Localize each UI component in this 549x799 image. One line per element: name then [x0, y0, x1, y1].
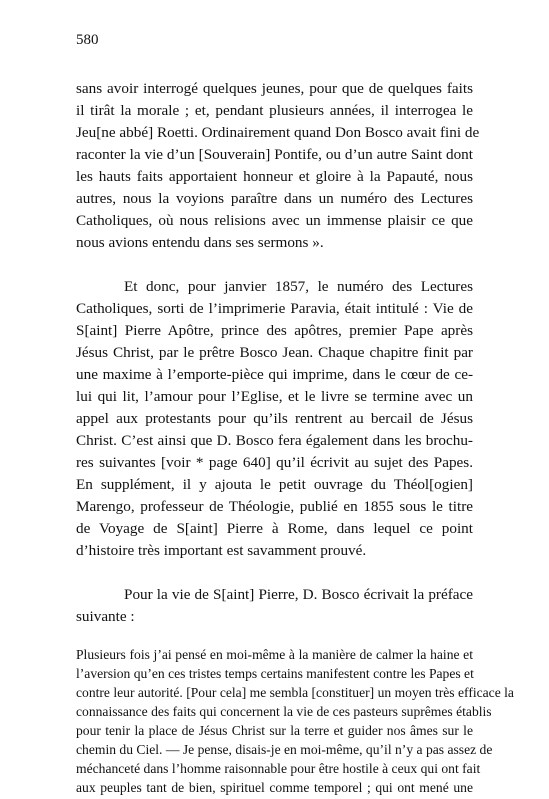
text-line: En supplément, il y ajouta le petit ouvrage du Théol[ogien] — [76, 476, 473, 493]
quote-line: pour tenir la place de Jésus Christ sur la terre et guider nos âmes sur le — [76, 723, 473, 738]
text-line: Pour la vie de S[aint] Pierre, D. Bosco écrivait la préface — [124, 586, 473, 603]
text-line: Marengo, professeur de Théologie, publié en 1855 sous le titre — [76, 498, 473, 515]
text-line: Jésus Christ, par le prêtre Bosco Jean. Chaque chapitre finit par — [76, 344, 473, 361]
text-line: Catholiques, où nous relisions avec un immense plaisir ce que — [76, 212, 473, 229]
text-line: nous avions entendu dans ses sermons ». — [76, 234, 324, 251]
page-number: 580 — [76, 32, 99, 48]
text-line: appel aux protestants pour qu’ils rentrent au bercail de Jésus — [76, 410, 473, 427]
quote-line: Plusieurs fois j’ai pensé en moi-même à la manière de calmer la haine et — [76, 647, 473, 662]
text-line: S[aint] Pierre Apôtre, prince des apôtres, premier Pape après — [76, 322, 473, 339]
text-line: lui qui lit, l’amour pour l’Eglise, et le livre se termine avec un — [76, 388, 473, 405]
text-line: raconter la vie d’un [Souverain] Pontife, ou d’un autre Saint dont — [76, 146, 473, 163]
text-line: Christ. C’est ainsi que D. Bosco fera également dans les brochu- — [76, 432, 473, 449]
quote-line: connaissance des faits qui concernent la vie de ces pasteurs suprêmes établis — [76, 704, 492, 719]
text-line: sans avoir interrogé quelques jeunes, pour que de quelques faits — [76, 80, 473, 97]
quote-line: chemin du Ciel. — Je pense, disais-je en moi-même, qu’il n’y a pas assez de — [76, 742, 493, 757]
text-line: autres, nous la voyions paraître dans un numéro des Lectures — [76, 190, 473, 207]
quote-line: méchanceté dans l’homme raisonnable pour être hostile à ceux qui ont fait — [76, 761, 481, 776]
quote-line: aux peuples tant de bien, spirituel comme temporel ; qui ont mené une — [76, 780, 473, 795]
text-line: de Voyage de S[aint] Pierre à Rome, dans lequel ce point — [76, 520, 473, 537]
text-line: suivante : — [76, 608, 135, 625]
text-line: Jeu[ne abbé] Roetti. Ordinairement quand Don Bosco avait fini de — [76, 124, 480, 141]
text-line: une maxime à l’emporte-pièce qui imprime, dans le cœur de ce- — [76, 366, 473, 383]
text-line: d’histoire très important est savamment prouvé. — [76, 542, 367, 559]
text-line: il tirât la morale ; et, pendant plusieurs années, il interrogea le — [76, 102, 473, 119]
quote-line: l’aversion qu’en ces tristes temps certains manifestent contre les Papes et — [76, 666, 474, 681]
text-line: res suivantes [voir * page 640] qu’il écrivit au sujet des Papes. — [76, 454, 473, 471]
text-line: les hauts faits apportaient honneur et gloire à la Papauté, nous — [76, 168, 473, 185]
text-line: Catholiques, sorti de l’imprimerie Paravia, était intitulé : Vie de — [76, 300, 473, 317]
quote-line: contre leur autorité. [Pour cela] me sembla [constituer] un moyen très efficace la — [76, 685, 514, 700]
text-line: Et donc, pour janvier 1857, le numéro des Lectures — [124, 278, 473, 295]
